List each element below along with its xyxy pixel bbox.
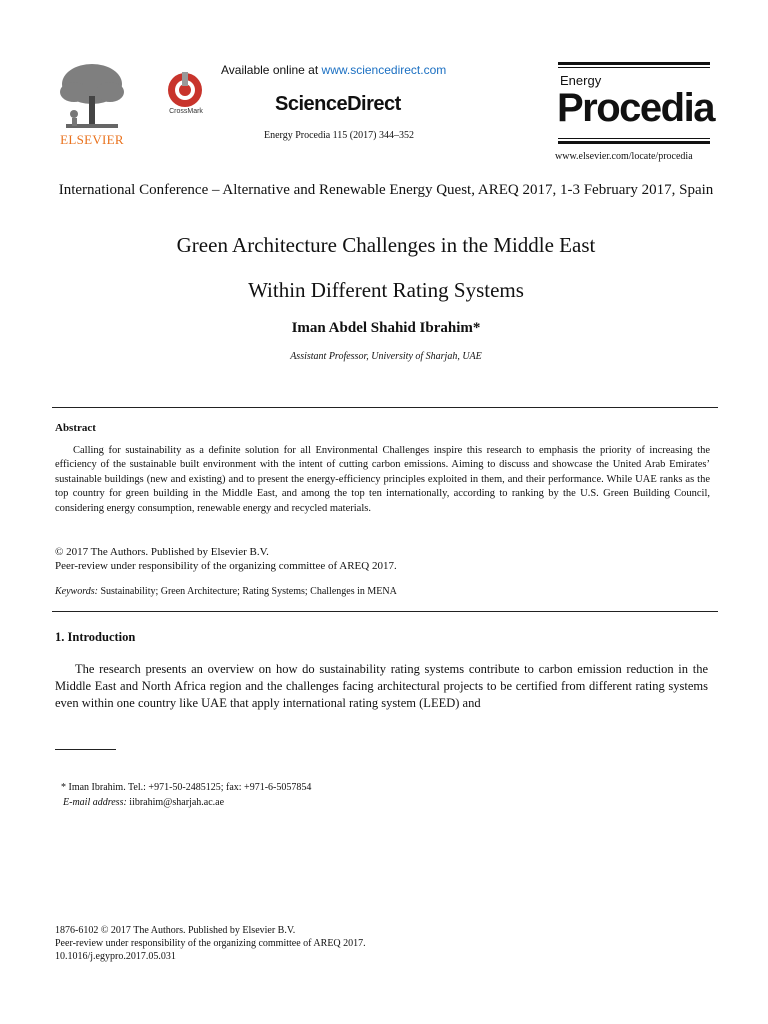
author-name: Iman Abdel Shahid Ibrahim*	[291, 320, 481, 336]
procedia-rule	[558, 138, 710, 139]
introduction-text: The research presents an overview on how do sustainability rating systems contribute to carbon emission reduction in the Middle East and North Africa region and the challenges facing architectural projects to be certified from different rating systems even within one country like UAE that apply international rating system (LEED) and	[55, 662, 708, 710]
copyright-notice: © 2017 The Authors. Published by Elsevier B.V.	[55, 546, 269, 558]
crossmark-label: CrossMark	[169, 108, 203, 115]
footnote-email	[63, 797, 224, 808]
keywords-label: Keywords:	[55, 586, 98, 597]
abstract-heading: Abstract	[55, 422, 96, 434]
email-label: E-mail address:	[63, 797, 127, 808]
paper-title-line-1: Green Architecture Challenges in the Middle East	[176, 233, 596, 257]
available-prefix: Available online at	[221, 63, 322, 77]
peer-review-notice: Peer-review under responsibility of the organizing committee of AREQ 2017.	[55, 560, 397, 572]
author-affiliation: Assistant Professor, University of Sharjah, UAE	[290, 351, 482, 362]
elsevier-wordmark: ELSEVIER	[60, 132, 124, 147]
conference-name: International Conference – Alternative and Renewable Energy Quest, AREQ 2017, 1-3 February 2017, Spain	[58, 182, 714, 198]
keywords-list: Sustainability; Green Architecture; Rating Systems; Challenges in MENA	[97, 586, 397, 597]
keywords	[55, 586, 397, 597]
paper-title-line-2: Within Different Rating Systems	[248, 278, 524, 302]
sciencedirect-title: ScienceDirect	[275, 93, 401, 115]
footer-doi[interactable]: 10.1016/j.egypro.2017.05.031	[55, 951, 176, 962]
footer-issn: 1876-6102 © 2017 The Authors. Published by Elsevier B.V.	[55, 925, 296, 936]
journal-reference: Energy Procedia 115 (2017) 344–352	[264, 130, 414, 141]
section-divider	[52, 407, 718, 408]
sciencedirect-link[interactable]: www.sciencedirect.com	[321, 63, 447, 77]
section-divider	[52, 611, 718, 612]
footnote-rule	[55, 749, 116, 750]
procedia-rule	[558, 62, 710, 65]
email-address[interactable]: iibrahim@sharjah.ac.ae	[126, 797, 225, 808]
footnote-contact: * Iman Ibrahim. Tel.: +971-50-2485125; fax: +971-6-5057854	[61, 782, 312, 793]
procedia-rule	[558, 141, 710, 144]
journal-series: Energy	[560, 73, 602, 88]
journal-url[interactable]: www.elsevier.com/locate/procedia	[555, 151, 693, 162]
available-online	[221, 63, 446, 77]
procedia-rule	[558, 67, 710, 68]
abstract-text: Calling for sustainability as a definite solution for all Environmental Challenges inspire this research to emphasis the priority of increasing the efficiency of the sustainable built environment with the intent of cutting carbon emissions. Aiming to discuss and showcase the United Arab Emirates’ sustainable buildings (new and existing) and to present the energy-efficiency principles exploited in them, and their performance. While UAE ranks as the top country for green building in the Middle East, and among the top ten internationally, according to ranking by the U.S. Green Building Council, considering energy consumption, renewable energy and recycled materials.	[55, 445, 710, 514]
journal-name: Procedia	[557, 86, 714, 130]
footer-peer-review: Peer-review under responsibility of the organizing committee of AREQ 2017.	[55, 938, 366, 949]
introduction-heading: 1. Introduction	[55, 630, 136, 644]
